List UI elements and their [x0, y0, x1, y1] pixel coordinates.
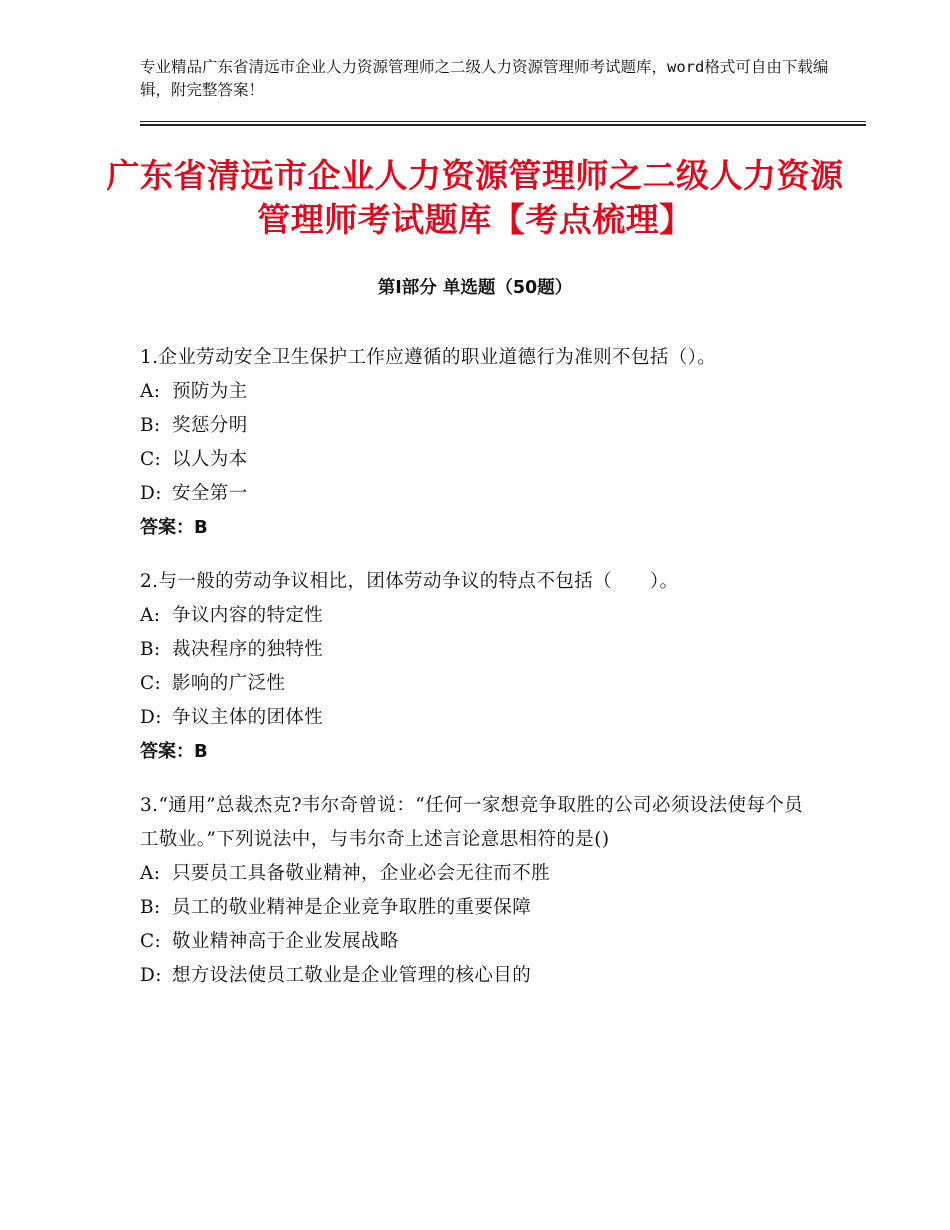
question-3	[140, 789, 820, 993]
question-2	[140, 565, 820, 769]
option-key: D:	[140, 965, 162, 986]
option-key: B:	[140, 639, 161, 660]
option-a	[140, 857, 820, 891]
option-text: 员工的敬业精神是企业竞争取胜的重要保障	[172, 897, 532, 918]
option-text: 只要员工具备敬业精神，企业必会无往而不胜	[172, 863, 551, 884]
option-key: B:	[140, 415, 161, 436]
option-key: C:	[140, 931, 162, 952]
option-b	[140, 409, 820, 443]
option-a	[140, 599, 820, 633]
option-key: B:	[140, 897, 161, 918]
option-text: 争议内容的特定性	[172, 605, 324, 626]
option-c	[140, 443, 820, 477]
option-text: 影响的广泛性	[172, 673, 286, 694]
header-note: 专业精品广东省清远市企业人力资源管理师之二级人力资源管理师考试题库，word格式可自由下载编辑，附完整答案！	[140, 58, 829, 99]
option-text: 预防为主	[172, 381, 248, 402]
question-1	[140, 341, 820, 545]
option-key: A:	[140, 605, 161, 626]
option-text: 奖惩分明	[172, 415, 248, 436]
option-key: D:	[140, 483, 162, 504]
option-d	[140, 477, 820, 511]
option-key: A:	[140, 381, 161, 402]
option-a	[140, 375, 820, 409]
question-list	[140, 341, 820, 1013]
question-stem: 3.“通用”总裁杰克?韦尔奇曾说：“任何一家想竞争取胜的公司必须设法使每个员工敬业。”下列说法中，与韦尔奇上述言论意思相符的是()	[140, 795, 804, 850]
option-text: 安全第一	[172, 483, 248, 504]
answer-label: 答案：B	[140, 517, 208, 538]
option-text: 争议主体的团体性	[172, 707, 324, 728]
option-b	[140, 633, 820, 667]
question-stem: 2.与一般的劳动争议相比，团体劳动争议的特点不包括（ ）。	[140, 571, 679, 592]
option-key: C:	[140, 449, 162, 470]
option-key: A:	[140, 863, 161, 884]
header-divider	[140, 121, 866, 126]
option-text: 以人为本	[172, 449, 248, 470]
document-title: 广东省清远市企业人力资源管理师之二级人力资源管理师考试题库【考点梳理】	[106, 156, 844, 239]
question-stem: 1.企业劳动安全卫生保护工作应遵循的职业道德行为准则不包括（）。	[140, 347, 717, 368]
option-text: 敬业精神高于企业发展战略	[172, 931, 399, 952]
option-c	[140, 925, 820, 959]
section-title: 第Ⅰ部分 单选题（50题）	[377, 278, 573, 298]
option-key: C:	[140, 673, 162, 694]
option-text: 想方设法使员工敬业是企业管理的核心目的	[172, 965, 532, 986]
option-d	[140, 959, 820, 993]
answer-label: 答案：B	[140, 741, 208, 762]
option-key: D:	[140, 707, 162, 728]
option-text: 裁决程序的独特性	[172, 639, 324, 660]
option-c	[140, 667, 820, 701]
option-b	[140, 891, 820, 925]
option-d	[140, 701, 820, 735]
